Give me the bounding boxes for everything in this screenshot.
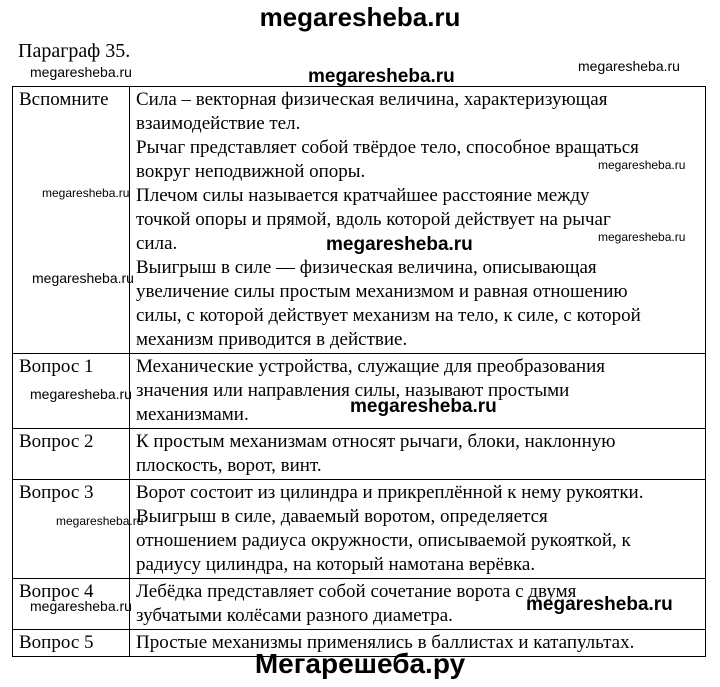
answer-line: увеличение силы простым механизмом и равная отношению — [136, 281, 628, 302]
watermark: megaresheba.ru — [598, 158, 686, 172]
watermark: megaresheba.ru — [326, 234, 473, 255]
answer-line: взаимодействие тел. — [136, 113, 301, 134]
watermark: megaresheba.ru — [526, 594, 673, 615]
answer-line: силы, с которой действует механизм на тело, к силе, с которой — [136, 305, 641, 326]
watermark: megaresheba.ru — [30, 598, 132, 614]
paragraph-title: Параграф 35. — [18, 40, 131, 62]
answer-line: Выигрыш в силе — физическая величина, описывающая — [136, 257, 597, 278]
site-footer: Мегарешеба.ру — [254, 648, 466, 679]
answer-line: Лебёдка представляет собой сочетание ворота с двумя — [136, 581, 577, 602]
answer-line: К простым механизмам относят рычаги, блоки, наклонную — [136, 431, 616, 452]
answer-line: механизм приводится в действие. — [136, 329, 408, 350]
answer-line: значения или направления силы, называют простыми — [136, 380, 570, 401]
answer-line: механизмами. — [136, 404, 249, 425]
answer-line: вокруг неподвижной опоры. — [136, 161, 366, 182]
answer-line: зубчатыми колёсами разного диаметра. — [136, 605, 453, 626]
site-header: megaresheba.ru — [259, 2, 461, 32]
row-label: Вопрос 5 — [13, 630, 130, 657]
table-row — [13, 87, 706, 354]
answer-line: Сила – векторная физическая величина, характеризующая — [136, 89, 608, 110]
answer-line: Ворот состоит из цилиндра и прикреплённой к нему рукоятки. — [136, 482, 644, 503]
answer-line: отношением радиуса окружности, описываемой рукояткой, к — [136, 530, 631, 551]
watermark: megaresheba.ru — [578, 58, 680, 74]
answer-line: Механические устройства, служащие для преобразования — [136, 356, 606, 377]
watermark: megaresheba.ru — [56, 514, 144, 528]
watermark: megaresheba.ru — [308, 66, 455, 87]
row-label: Вопрос 1 — [13, 354, 130, 429]
watermark: megaresheba.ru — [598, 230, 686, 244]
row-label: Вопрос 2 — [13, 429, 130, 480]
answer-line: Плечом силы называется кратчайшее расстояние между — [136, 185, 590, 206]
answer-line: Простые механизмы применялись в баллистах и катапультах. — [136, 632, 635, 653]
watermark: megaresheba.ru — [32, 270, 134, 286]
row-answer — [130, 429, 706, 480]
watermark: megaresheba.ru — [30, 64, 132, 80]
answer-line: радиусу цилиндра, на который намотана верёвка. — [136, 554, 536, 575]
answer-line: плоскость, ворот, винт. — [136, 455, 322, 476]
answer-line: Выигрыш в силе, даваемый воротом, определяется — [136, 506, 548, 527]
watermark: megaresheba.ru — [30, 386, 132, 402]
table-row — [13, 480, 706, 579]
row-answer — [130, 480, 706, 579]
row-label: Вопрос 4 — [13, 579, 130, 630]
answer-line: точкой опоры и прямой, вдоль которой действует на рычаг — [136, 209, 611, 230]
answer-line: Рычаг представляет собой твёрдое тело, способное вращаться — [136, 137, 639, 158]
row-answer — [130, 87, 706, 354]
table-row — [13, 429, 706, 480]
row-label: Вопрос 3 — [13, 480, 130, 579]
answer-line: сила. — [136, 233, 178, 254]
watermark: megaresheba.ru — [42, 186, 130, 200]
watermark: megaresheba.ru — [350, 396, 497, 417]
row-label: Вспомните — [13, 87, 130, 354]
